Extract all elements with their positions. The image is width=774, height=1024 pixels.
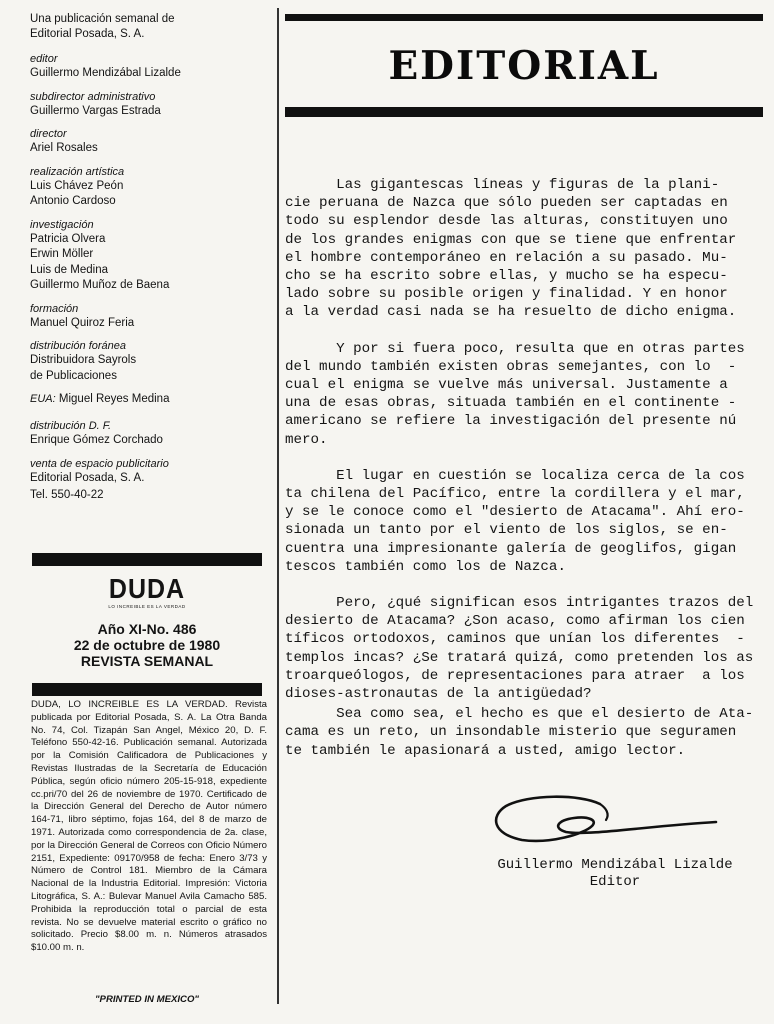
editorial-line: a la verdad casi nada se ha resuelto de dicho enigma.: [285, 304, 737, 321]
title-rule-bottom: [285, 107, 763, 117]
staff-list-2: [30, 419, 262, 486]
editorial-line: una de esas obras, situada también en el continente -: [285, 395, 737, 412]
staff-role: subdirector administrativo: [30, 90, 156, 103]
staff-group: [30, 90, 262, 120]
staff-role: investigación: [30, 218, 94, 231]
staff-name: Editorial Posada, S. A.: [30, 471, 145, 484]
editorial-paragraph: [285, 176, 763, 322]
duda-logo: DUDA: [108, 573, 186, 605]
staff-role: distribución D. F.: [30, 420, 112, 432]
signer-name: Guillermo Mendizábal Lizalde: [497, 857, 733, 873]
staff-name: Patricia Olvera: [30, 232, 106, 245]
editorial-line: Sea como sea, el hecho es que el desierto de Ata-: [285, 706, 754, 723]
editorial-line: Las gigantescas líneas y figuras de la plani-: [285, 177, 720, 193]
publication-line: Una publicación semanal de Editorial Posada, S. A.: [30, 13, 175, 40]
staff-role: realización artística: [30, 165, 125, 178]
editorial-line: sionada un tanto por el viento de los siglos, se en-: [285, 522, 728, 539]
editorial-line: desierto de Atacama? ¿Son acaso, como afirman los cien: [285, 613, 745, 630]
editorial-paragraph: [285, 705, 763, 760]
staff-name: Ariel Rosales: [30, 142, 98, 154]
editorial-line: tescos también como los de Nazca.: [285, 558, 566, 575]
column-divider: [277, 8, 279, 1004]
staff-list: [30, 52, 262, 384]
editorial-line: mero.: [285, 431, 328, 448]
issue-info: [32, 621, 262, 669]
editorial-line: cual el enigma se vuelve más universal. Justamente a: [285, 377, 728, 394]
staff-name: de Publicaciones: [30, 369, 117, 382]
staff-role: distribución foránea: [30, 340, 127, 352]
duda-logo-block: [32, 573, 262, 669]
signature-scrawl-icon: [488, 790, 720, 850]
staff-name: Antonio Cardoso: [30, 195, 116, 207]
eua-name: Miguel Reyes Medina: [58, 393, 170, 405]
editorial-line: cuentra una impresionante galería de geoglifos, gigan: [285, 540, 737, 557]
editorial-line: te también le apasionará a usted, amigo lector.: [285, 742, 686, 759]
signer-block: [460, 857, 770, 891]
editorial-title: EDITORIAL: [388, 43, 660, 89]
staff-name: Guillermo Muñoz de Baena: [30, 279, 170, 291]
divider-bar-top: [32, 553, 262, 566]
editorial-line: cie peruana de Nazca que sólo pueden ser captadas en: [285, 195, 728, 212]
divider-bar-bottom: [32, 683, 262, 696]
editorial-paragraph: [285, 467, 763, 576]
duda-tagline: LO INCREIBLE ES LA VERDAD: [108, 604, 186, 609]
editorial-line: Y por si fuera poco, resulta que en otras partes: [285, 340, 745, 357]
issue-frequency: REVISTA SEMANAL: [80, 653, 214, 669]
editorial-paragraph: [285, 340, 763, 449]
staff-group: [30, 127, 262, 157]
signature: [488, 790, 720, 850]
title-rule-top: [285, 14, 763, 21]
staff-group: [30, 419, 262, 449]
staff-group: [30, 218, 262, 294]
staff-name: Enrique Gómez Corchado: [30, 434, 163, 446]
editorial-line: el hombre contemporáneo en relación a su pasado. Mu-: [285, 249, 728, 266]
printed-in-mexico: "PRINTED IN MEXICO": [95, 994, 199, 1005]
staff-group: [30, 339, 262, 384]
editorial-line: tíficos ortodoxos, caminos que unían los diferentes -: [285, 631, 745, 648]
editorial-line: dioses-astronautas de la antigüedad?: [285, 686, 592, 703]
editorial-line: lado sobre su posible origen y finalidad. Y en honor: [285, 286, 728, 303]
editorial-line: templos incas? ¿Se tratará quizá, como pretenden los as: [285, 649, 754, 666]
staff-role: director: [30, 128, 67, 140]
staff-name: Erwin Möller: [30, 248, 94, 260]
eua-label: EUA:: [30, 393, 56, 405]
editorial-line: El lugar en cuestión se localiza cerca de la cos: [285, 467, 745, 484]
editorial-line: de los grandes enigmas con que se tiene que enfrentar: [285, 231, 737, 248]
staff-group: [30, 52, 262, 82]
editorial-line: y se le conoce como el "desierto de Atacama". Ahí ero-: [285, 504, 745, 521]
editorial-line: cho se ha escrito sobre ellas, y mucho se ha especu-: [285, 268, 728, 285]
masthead: [30, 12, 262, 503]
legal-notice: DUDA, LO INCREIBLE ES LA VERDAD. Revista publicada por Editorial Posada, S. A. La Otra Banda No. 74, Col. Tizapán San Angel, México 20, D. F. Teléfono 550-42-16. Publicación semanal. Autorizada por la Comisión Calificadora de Publicaciones y Revistas Ilustradas de la Secretaría de Educación Pública, según oficio número 205-15-918, expediente cc.pri/70 del 26 de noviembre de 1970. Certificado de la Dirección General del Derecho de Autor número 164-71, libro séptimo, fojas 164, del 8 de marzo de 1971. Autorizada como correspondencia de 2a. clase, por la Dirección General de Correos con Oficio Número 2151, Expediente: 09170/958 de fecha: Enero 3/73 y Número de Control 181. Miembro de la Cámara Nacional de la Industria Editorial. Impresión: Victoria Litográfica, S. A.: Bulevar Manuel Avila Camacho 585. Prohibida la reproducción total o parcial de esta revista. No se devuelve material escrito o gráfico no solicitado. Precio $8.00 m. n. Números atrasados $10.00 m. n.: [31, 699, 267, 954]
telephone: Tel. 550-40-22: [30, 489, 104, 501]
staff-name: Distribuidora Sayrols: [30, 354, 137, 366]
staff-name: Guillermo Mendizábal Lizalde: [30, 67, 181, 79]
editorial-body: [285, 176, 763, 778]
staff-name: Luis Chávez Peón: [30, 179, 124, 192]
editorial-line: Pero, ¿qué significan esos intrigantes trazos del: [285, 595, 754, 612]
editorial-paragraph: [285, 594, 763, 703]
editorial-line: cama es un reto, un insondable misterio que seguramen: [285, 724, 737, 741]
editorial-line: del mundo también existen obras semejantes, con lo -: [285, 358, 737, 375]
staff-name: Luis de Medina: [30, 263, 108, 276]
eua-credit: [30, 392, 262, 407]
issue-date: 22 de octubre de 1980: [73, 637, 221, 653]
staff-name: Manuel Quiroz Feria: [30, 316, 135, 329]
staff-role: venta de espacio publicitario: [30, 457, 169, 470]
staff-role: editor: [30, 53, 58, 65]
staff-group: [30, 302, 262, 332]
editorial-line: ta chilena del Pacífico, entre la cordillera y el mar,: [285, 486, 745, 503]
issue-number: Año XI-No. 486: [97, 621, 197, 637]
editorial-line: troarqueólogos, de representaciones para atraer a los: [285, 667, 745, 684]
signer-title: Editor: [589, 874, 641, 890]
editorial-line: americano se refiere la investigación del presente nú: [285, 413, 737, 430]
staff-group: [30, 457, 262, 487]
staff-group: [30, 165, 262, 210]
staff-name: Guillermo Vargas Estrada: [30, 104, 161, 117]
editorial-line: todo su esplendor desde las alturas, constituyen uno: [285, 213, 728, 230]
staff-role: formación: [30, 302, 79, 315]
